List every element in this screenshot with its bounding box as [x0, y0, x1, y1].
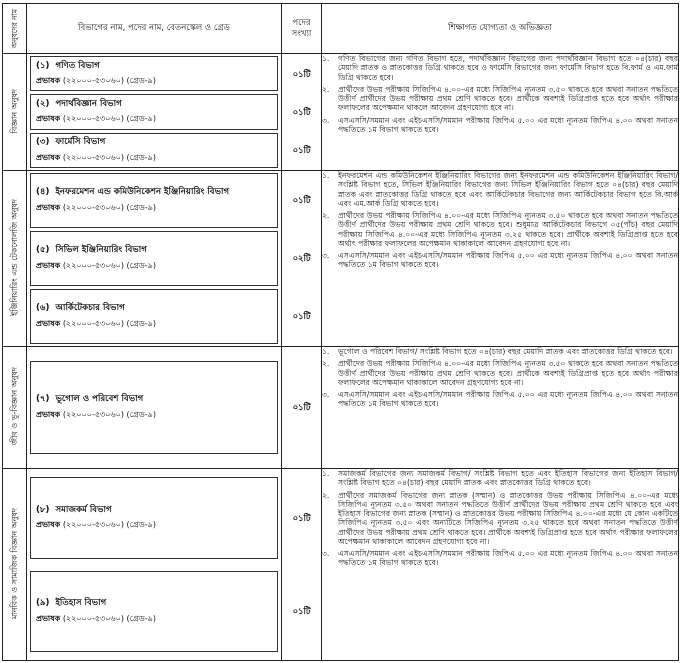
post-count: ০১টি	[292, 106, 311, 117]
requirement-item: ৩. এসএসসি/সমমান এবং এইচএসসি/সমমান পরীক্ষায় জিপিএ ৫.০০ এর মধ্যে ন্যূনতম জিপিএ ৪.০০ অথবা সনাতন পদ্ধতিতে ১ম বিভাগ থাকতে হবে।	[322, 390, 678, 409]
header-row	[3, 4, 679, 54]
post-count-cell	[282, 469, 322, 661]
faculty-row	[3, 171, 679, 347]
faculty-row	[3, 54, 679, 171]
header-department: বিভাগের নাম, পদের নাম, বেতনস্কেল ও গ্রেড	[27, 4, 282, 54]
faculty-name: ইঞ্জিনিয়ারিং এন্ড টেকনোলজি অনুষদ	[3, 171, 27, 347]
faculty-row	[3, 347, 679, 469]
requirements-cell	[322, 54, 679, 171]
department-item: (১) গণিত বিভাগ প্রভাষক (২২০০০-৫৩০৬০) (গ্রেড-৯)	[30, 56, 278, 91]
post-count: ০১টি	[292, 311, 311, 322]
requirement-item: ১. সমাজকর্ম বিভাগের জন্য সমাজকর্ম বিভাগ/ সংশ্লিষ্ট বিভাগ হতে এবং ইতিহাস বিভাগের জন্য ইতিহাস বিভাগ/ সংশ্লিষ্ট বিভাগ হতে ০৪(চার) বছর মেয়াদি স্নাতক এবং স্নাতকোত্তর ডিগ্রি থাকতে হবে।	[322, 469, 678, 488]
header-faculty: অনুষদের নাম	[3, 4, 27, 54]
department-item: (৯) ইতিহাস বিভাগ প্রভাষক (২২০০০-৫৩০৬০) (গ্রেড-৯)	[30, 571, 278, 653]
requirement-item: ২. প্রার্থীদের উভয় পরীক্ষায় সিজিপিএ ৪.০০-এর মধ্যে সিজিপিএ ন্যূনতম ৩.৫০ থাকতে হবে অথবা সনাতন পদ্ধতিতে উত্তীর্ণ প্রার্থীদের উভয় পরীক্ষায় প্রথম শ্রেণি থাকতে হবে। প্রার্থীকে অবশ্যই ডিগ্রিপ্রাপ্ত হতে হবে অর্থাৎ পরীক্ষার ফলাফলের অপেক্ষমান থাকাকালে আবেদন গ্রহণযোগ্য হবে না।	[322, 359, 678, 387]
department-item: (৪) ইনফরমেশন এন্ড কমিউনিকেশন ইঞ্জিনিয়ারিং বিভাগ প্রভাষক (২২০০০-৫৩০৬০) (গ্রেড-৯)	[30, 173, 278, 228]
requirement-item: ৩. এসএসসি/সমমান এবং এইচএসসি/সমমান পরীক্ষায় জিপিএ ৫.০০ এর মধ্যে ন্যূনতম জিপিএ ৪.০০ অথবা সনাতন পদ্ধতিতে ১ম বিভাগ থাকতে হবে।	[322, 115, 678, 134]
department-item: (৭) ভূগোল ও পরিবেশ বিভাগ প্রভাষক (২২০০০-৫৩০৬০) (গ্রেড-৯)	[30, 361, 278, 454]
department-item: (৬) আর্কিটেকচার বিভাগ প্রভাষক (২২০০০-৫৩০৬০) (গ্রেড-৯)	[30, 289, 278, 344]
faculty-row	[3, 469, 679, 661]
department-item: (৫) সিভিল ইঞ্জিনিয়ারিং বিভাগ প্রভাষক (২২০০০-৫৩০৬০) (গ্রেড-৯)	[30, 231, 278, 286]
faculty-name: মানবিক ও সামাজিক বিজ্ঞান অনুষদ	[3, 469, 27, 661]
department-item: (২) পদার্থবিজ্ঞান বিভাগ প্রভাষক (২২০০০-৫৩০৬০) (গ্রেড-৯)	[30, 94, 278, 129]
post-count-cell	[282, 171, 322, 347]
job-circular-table	[2, 3, 679, 661]
requirements-cell	[322, 469, 679, 661]
post-count: ০১টি	[292, 145, 311, 156]
requirement-item: ৩. এসএসসি/সমমান এবং এইচএসসি/সমমান পরীক্ষায় জিপিএ ৫.০০ এর মধ্যে ন্যূনতম জিপিএ ৪.০০ অথবা সনাতন পদ্ধতিতে ১ম বিভাগ থাকতে হবে।	[322, 251, 678, 270]
department-cell	[27, 469, 282, 661]
department-cell	[27, 347, 282, 469]
requirements-cell	[322, 347, 679, 469]
requirement-item: ২. প্রার্থীদের সমাজকর্ম বিভাগের জন্য স্নাতক (সম্মান) ও স্নাতকোত্তর উভয় পরীক্ষায় সিজিপিএ ৪.০০-এর মধ্যে সিজিপিএ ন্যূনতম ৩.৫০ অথবা সনাতন পদ্ধতিতে উত্তীর্ণ প্রার্থীদের উভয় পরীক্ষায় প্রথম শ্রেণি থাকতে হবে এবং ইতিহাস বিভাগের জন্য স্নাতক (সম্মান) ও স্নাতকোত্তর উভয় পরীক্ষায় সিজিপিএ ৪.০০-এর মধ্যে যে কোন একটিতে সিজিপিএ ন্যূনতম ৩.৫০ এবং অন্যটিতে সিজিপিএ ন্যূনতম ৩.২৫ থাকতে হবে অথবা সনাতন পদ্ধতিতে উত্তীর্ণ প্রার্থীদের উভয় পরীক্ষায় প্রথম শ্রেণি থাকতে হবে। প্রার্থীকে অবশ্যই ডিগ্রিপ্রাপ্ত হতে হবে অর্থাৎ পরীক্ষার ফলাফলের অপেক্ষমান থাকাকালে আবেদন গ্রহণযোগ্য হবে না।	[322, 490, 678, 546]
post-count: ০১টি	[292, 195, 311, 206]
requirement-item: ১. গণিত বিভাগের জন্য গণিত বিভাগ হতে, পদার্থবিজ্ঞান বিভাগের জন্য পদার্থবিজ্ঞান বিভাগ হতে ০৪(চার) বছর মেয়াদি স্নাতক ও স্নাতকোত্তর ডিগ্রি থাকতে হবে ও ফার্মেসি বিভাগের জন্য ফার্মেসি বিভাগ হতে বি.ফার্ম ও এম.ফার্ম ডিগ্রি থাকতে হবে।	[322, 54, 678, 82]
faculty-name: বিজ্ঞান অনুষদ	[3, 54, 27, 171]
header-posts: পদের সংখ্যা	[282, 4, 322, 54]
department-cell	[27, 54, 282, 171]
post-count-cell	[282, 54, 322, 171]
post-count: ০১টি	[292, 606, 311, 617]
post-count: ০১টি	[292, 68, 311, 79]
requirement-item: ১. ভূগোল ও পরিবেশ বিভাগ/ সংশ্লিষ্ট বিভাগ হতে ০৪(চার) বছর মেয়াদি স্নাতক এবং স্নাতকোত্তর ডিগ্রি থাকতে হবে।	[322, 347, 673, 356]
faculty-name: জীব ও ভূ-বিজ্ঞান অনুষদ	[3, 347, 27, 469]
post-count-cell	[282, 347, 322, 469]
header-requirements: শিক্ষাগত যোগ্যতা ও অভিজ্ঞতা	[322, 4, 679, 54]
post-count: ০১টি	[292, 512, 311, 523]
department-item: (৮) সমাজকর্ম বিভাগ প্রভাষক (২২০০০-৫৩০৬০) (গ্রেড-৯)	[30, 477, 278, 559]
post-count: ০২টি	[292, 253, 311, 264]
requirements-cell	[322, 171, 679, 347]
requirement-item: ৩. এসএসসি/সমমান এবং এইচএসসি/সমমান পরীক্ষায় জিপিএ ৫.০০ এর মধ্যে ন্যূনতম জিপিএ ৪.০০ অথবা সনাতন পদ্ধতিতে ১ম বিভাগ থাকতে হবে।	[322, 549, 678, 568]
requirement-item: ২. প্রার্থীদের উভয় পরীক্ষায় সিজিপিএ ৪.০০-এর মধ্যে সিজিপিএ ন্যূনতম ৩.৫০ থাকতে হবে অথবা সনাতন পদ্ধতিতে উত্তীর্ণ প্রার্থীদের উভয় পরীক্ষায় প্রথম শ্রেণি থাকতে হবে। শুধুমাত্র আর্কিটেকচার বিভাগে ০৫(পাঁচ) বছর মেয়াদি পরীক্ষায় সিজিপিএ ৪.০০-এর মধ্যে সিজিপিএ ন্যূনতম ৩.২৫ থাকতে হবে। প্রার্থীকে অবশ্যই ডিগ্রিপ্রাপ্ত হতে হবে অর্থাৎ পরীক্ষার ফলাফলের অপেক্ষমান থাকাকালে আবেদন গ্রহণযোগ্য হবে না।	[322, 211, 678, 248]
post-count: ০১টি	[292, 402, 311, 413]
requirement-item: ১. ইনফরমেশন এন্ড কমিউনিকেশন ইঞ্জিনিয়ারিং বিভাগের জন্য ইনফরমেশন এন্ড কমিউনিকেশন ইঞ্জিনিয়ারিং বিভাগ/ সংশ্লিষ্ট বিভাগ হতে, সিভিল ইঞ্জিনিয়ারিং বিভাগের জন্য সিভিল ইঞ্জিনিয়ারিং বিভাগ হতে ০৪(চার) বছর মেয়াদি স্নাতক এবং স্নাতকোত্তর ডিগ্রি থাকতে হবে এবং আর্কিটেকচার বিভাগের জন্য আর্কিটেকচার বিভাগ হতে বি.আর্ক এবং এম.আর্ক ডিগ্রি থাকতে হবে।	[322, 171, 678, 208]
department-cell	[27, 171, 282, 347]
department-item: (৩) ফার্মেসি বিভাগ প্রভাষক (২২০০০-৫৩০৬০) (গ্রেড-৯)	[30, 133, 278, 168]
requirement-item: ২. প্রার্থীদের উভয় পরীক্ষায় সিজিপিএ ৪.০০-এর মধ্যে সিজিপিএ ন্যূনতম ৩.৫০ থাকতে হবে অথবা সনাতন পদ্ধতিতে উত্তীর্ণ প্রার্থীদের উভয় পরীক্ষায় প্রথম শ্রেণি থাকতে হবে। প্রার্থীকে অবশ্যই ডিগ্রিপ্রাপ্ত হতে হবে অর্থাৎ পরীক্ষার ফলাফলের অপেক্ষমান থাকলে আবেদন গ্রহণযোগ্য হবে না।	[322, 84, 678, 113]
